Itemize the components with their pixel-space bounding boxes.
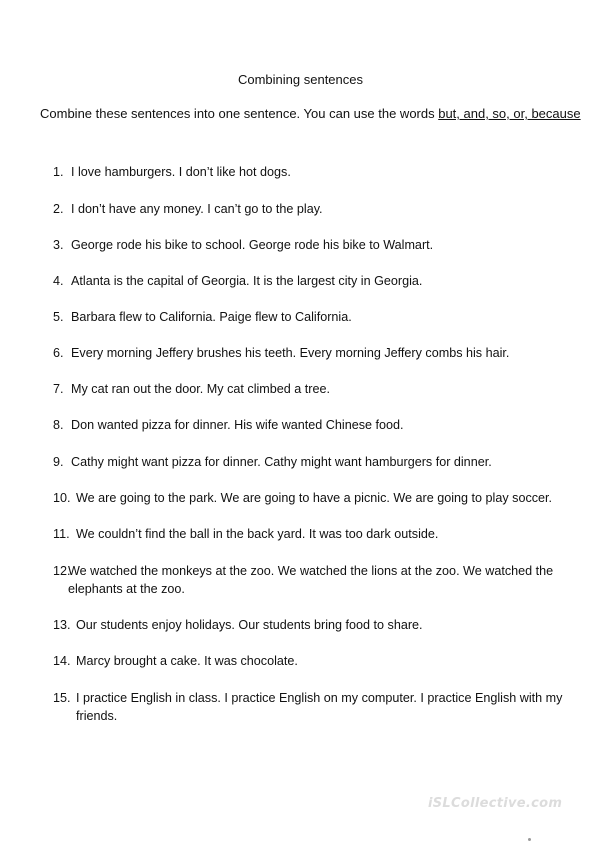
item-text: We are going to the park. We are going to have a picnic. We are going to play soccer.: [76, 491, 553, 505]
item-number: 8.: [53, 418, 64, 432]
list-item: [53, 489, 573, 507]
watermark: iSLCollective.com: [428, 796, 563, 811]
list-item: [53, 652, 573, 670]
item-number: 2.: [53, 202, 64, 216]
page-title: Combining sentences: [237, 72, 364, 87]
item-text: I practice English in class. I practice English on my computer. I practice English with my friends.: [76, 691, 563, 723]
list-item: [53, 416, 573, 434]
list-item: [53, 272, 573, 290]
item-text: Cathy might want pizza for dinner. Cathy might want hamburgers for dinner.: [71, 455, 492, 469]
instructions-words: but, and, so, or, because: [438, 106, 581, 121]
item-text: My cat ran out the door. My cat climbed a tree.: [71, 382, 330, 396]
list-item: [53, 616, 573, 634]
item-number: 15.: [53, 691, 71, 705]
list-item: [53, 236, 573, 254]
item-number: 6.: [53, 346, 64, 360]
list-item: [53, 562, 573, 598]
item-number: 14.: [53, 654, 71, 668]
list-item: [53, 689, 573, 725]
item-text: We couldn’t find the ball in the back yard. It was too dark outside.: [76, 527, 439, 541]
instructions-text: Combine these sentences into one sentence. You can use the words: [40, 106, 439, 121]
list-item: [53, 453, 573, 471]
item-number: 13.: [53, 618, 71, 632]
item-number: 5.: [53, 310, 64, 324]
list-item: [53, 525, 573, 543]
item-number: 11.: [53, 527, 70, 541]
list-item: [53, 200, 573, 218]
item-text: Atlanta is the capital of Georgia. It is the largest city in Georgia.: [71, 274, 423, 288]
item-text: Barbara flew to California. Paige flew to California.: [71, 310, 352, 324]
item-number: 10.: [53, 491, 71, 505]
list-item: [53, 163, 573, 181]
list-item: [53, 308, 573, 326]
item-text: Our students enjoy holidays. Our students bring food to share.: [76, 618, 423, 632]
instructions: [40, 106, 580, 121]
item-number: 3.: [53, 238, 64, 252]
item-text: George rode his bike to school. George rode his bike to Walmart.: [71, 238, 434, 252]
list-item: [53, 380, 573, 398]
item-number: 1.: [53, 165, 64, 179]
item-number: 9.: [53, 455, 64, 469]
item-text: Don wanted pizza for dinner. His wife wanted Chinese food.: [71, 418, 404, 432]
item-number: 12.: [53, 564, 71, 578]
item-number: 7.: [53, 382, 64, 396]
list-item: [53, 344, 573, 362]
item-text: Marcy brought a cake. It was chocolate.: [76, 654, 298, 668]
decorative-dot: [528, 838, 531, 841]
item-text: I love hamburgers. I don’t like hot dogs.: [71, 165, 291, 179]
item-text: We watched the monkeys at the zoo. We watched the lions at the zoo. We watched the elephants at the zoo.: [68, 564, 554, 596]
item-number: 4.: [53, 274, 64, 288]
item-text: I don’t have any money. I can’t go to the play.: [71, 202, 323, 216]
item-text: Every morning Jeffery brushes his teeth. Every morning Jeffery combs his hair.: [71, 346, 510, 360]
